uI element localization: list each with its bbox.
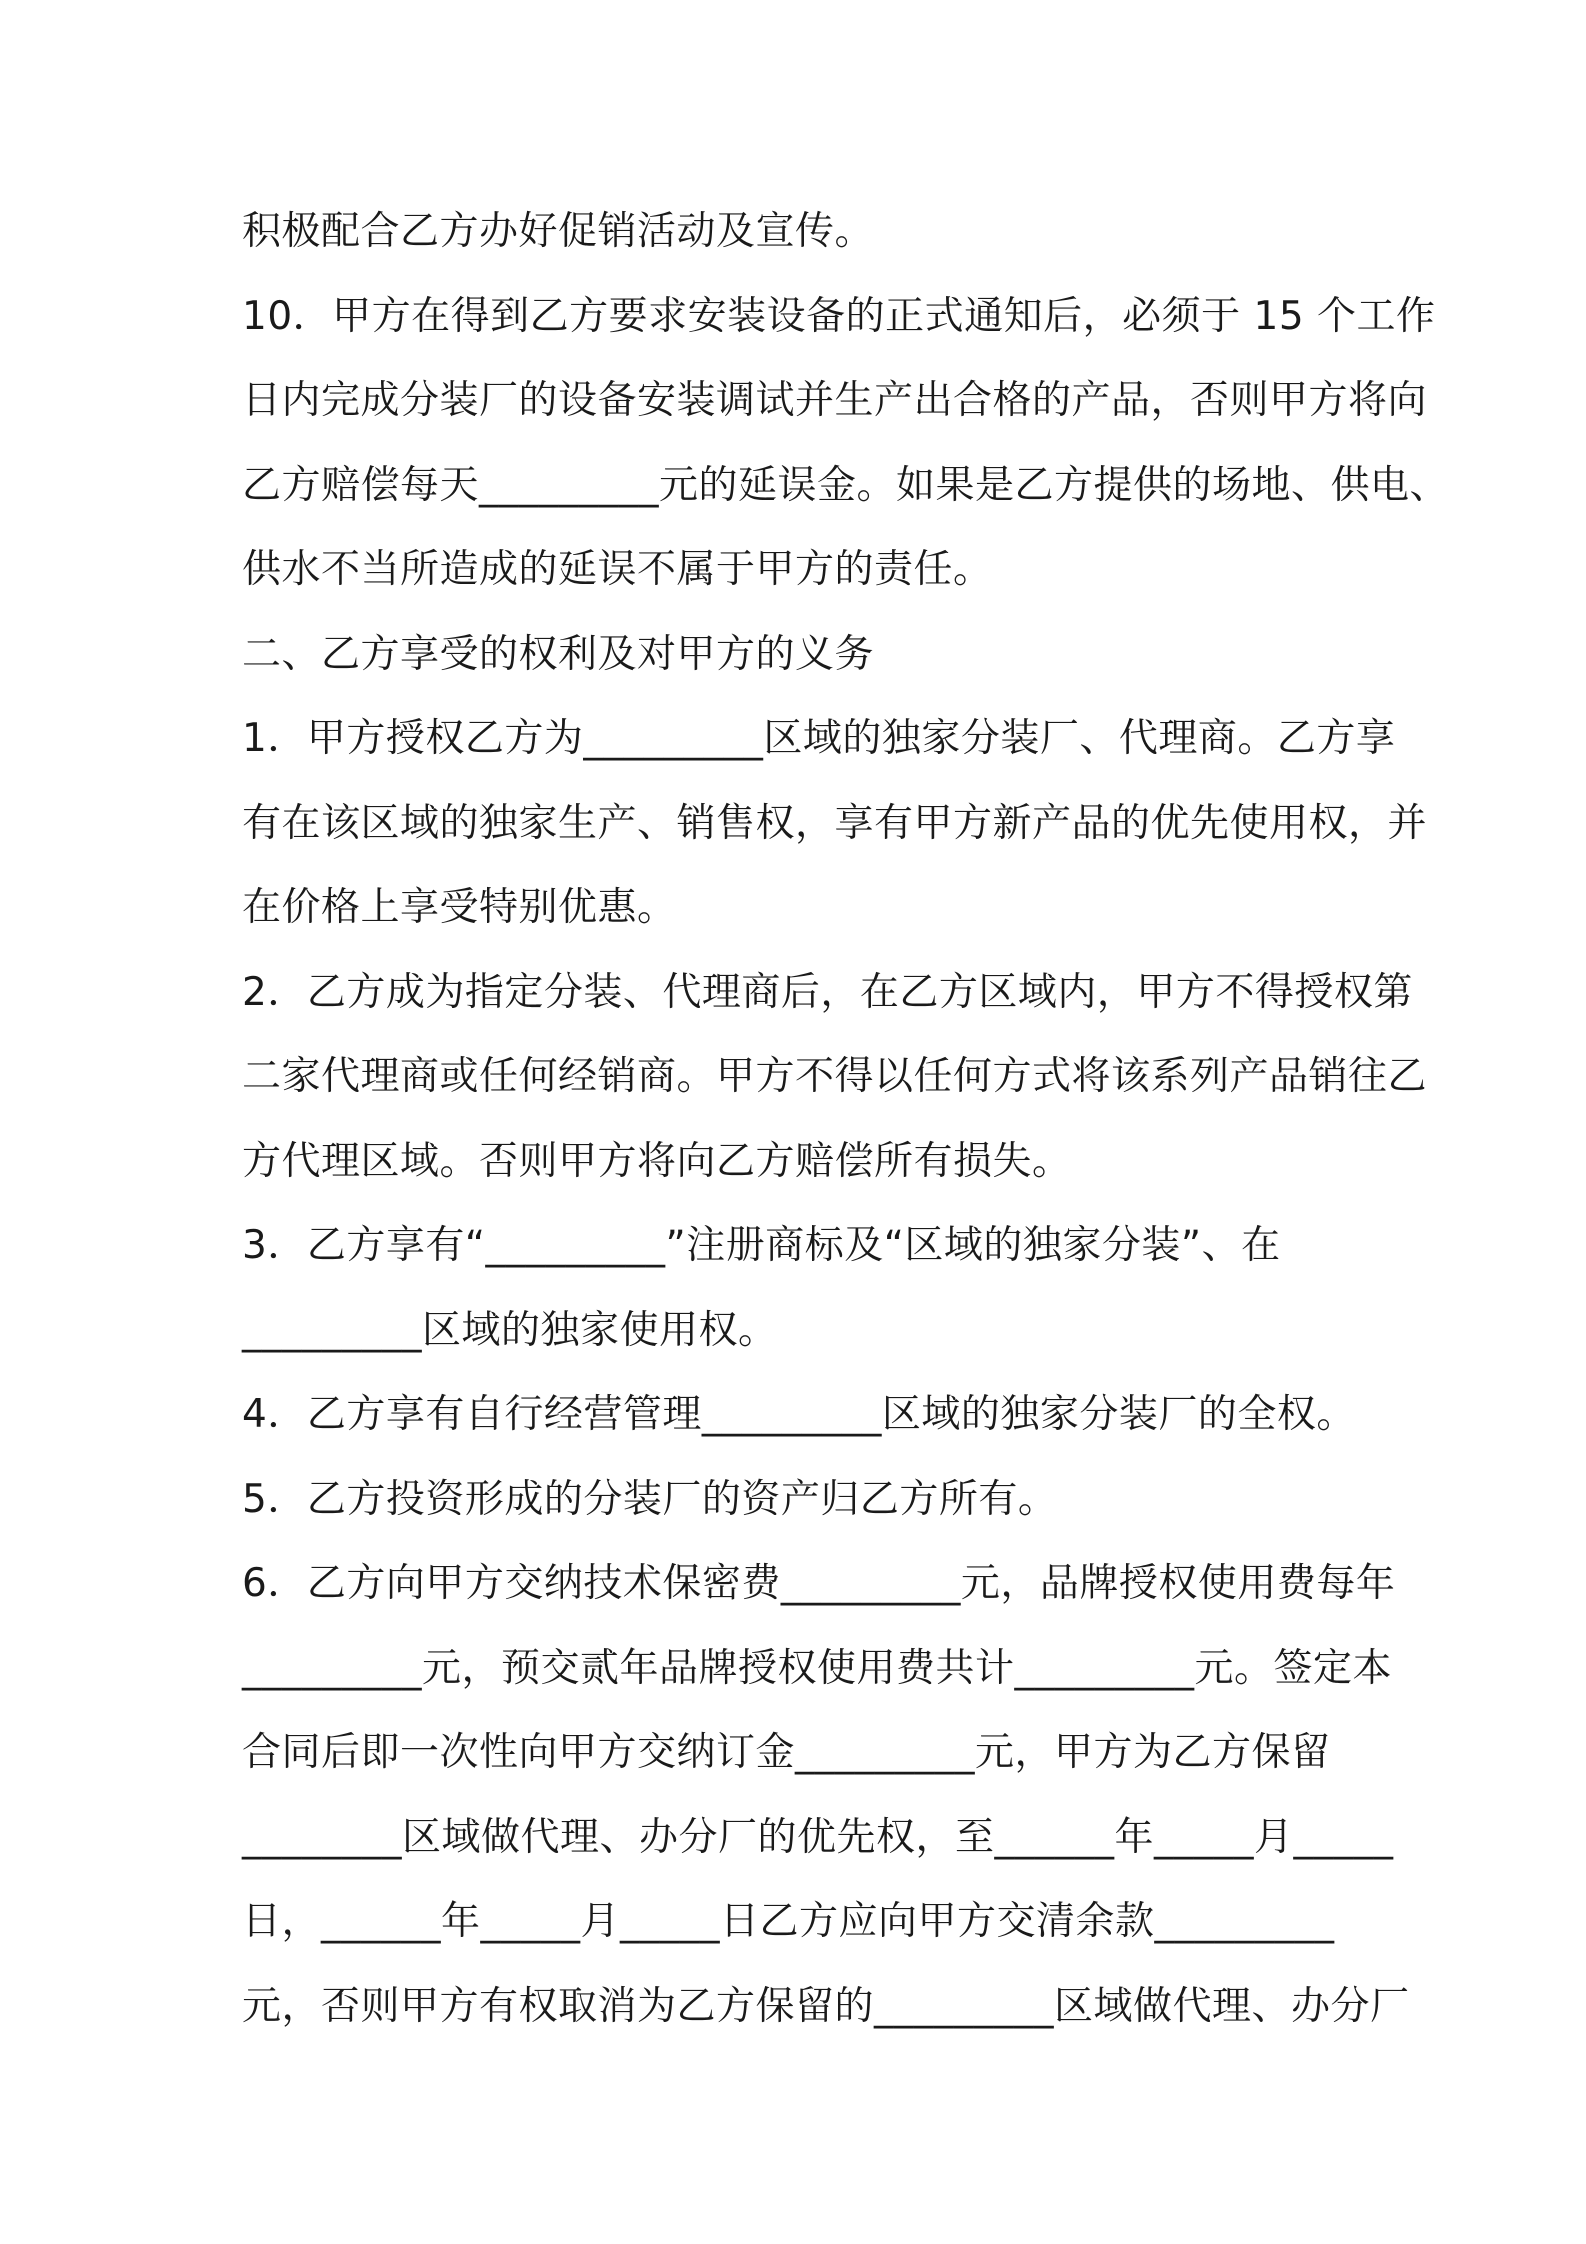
text-line: 积极配合乙方办好促销活动及宣传。 xyxy=(242,209,875,254)
text-line: _________区域的独家使用权。 xyxy=(242,1307,778,1353)
text-line: 方代理区域。否则甲方将向乙方赔偿所有损失。 xyxy=(242,1138,1072,1184)
text-line: ________区域做代理、办分厂的优先权，至______年_____月_____ xyxy=(242,1814,1394,1860)
text-line: 元，否则甲方有权取消为乙方保留的_________区域做代理、办分厂 xyxy=(242,1983,1410,2029)
section-heading: 二、乙方享受的权利及对甲方的义务 xyxy=(242,631,875,677)
text-line: 6．乙方向甲方交纳技术保密费_________元，品牌授权使用费每年 xyxy=(242,1561,1396,1606)
text-line: _________元，预交贰年品牌授权使用费共计_________元。签定本 xyxy=(242,1645,1393,1691)
text-line: 10．甲方在得到乙方要求安装设备的正式通知后，必须于 15 个工作 xyxy=(242,293,1436,339)
contract-text xyxy=(242,190,1450,2049)
text-line: 3．乙方享有“_________”注册商标及“区域的独家分装”、在 xyxy=(242,1223,1281,1268)
text-line: 日内完成分装厂的设备安装调试并生产出合格的产品，否则甲方将向 xyxy=(242,378,1428,423)
text-line: 二家代理商或任何经销商。甲方不得以任何方式将该系列产品销往乙 xyxy=(242,1054,1428,1099)
text-line: 4．乙方享有自行经营管理_________区域的独家分装厂的全权。 xyxy=(242,1392,1356,1437)
text-line: 有在该区域的独家生产、销售权，享有甲方新产品的优先使用权，并 xyxy=(242,800,1428,846)
text-line: 1．甲方授权乙方为_________区域的独家分装厂、代理商。乙方享 xyxy=(242,716,1396,761)
text-line: 乙方赔偿每天_________元的延误金。如果是乙方提供的场地、供电、 xyxy=(242,462,1450,508)
text-line: 2．乙方成为指定分装、代理商后，在乙方区域内，甲方不得授权第 xyxy=(242,969,1413,1015)
text-line: 日，______年_____月_____日乙方应向甲方交清余款_________ xyxy=(242,1899,1335,1944)
text-line: 供水不当所造成的延误不属于甲方的责任。 xyxy=(242,547,993,592)
text-line: 5．乙方投资形成的分装厂的资产归乙方所有。 xyxy=(242,1476,1058,1522)
text-line: 合同后即一次性向甲方交纳订金_________元，甲方为乙方保留 xyxy=(242,1730,1331,1775)
text-line: 在价格上享受特别优惠。 xyxy=(242,885,677,930)
